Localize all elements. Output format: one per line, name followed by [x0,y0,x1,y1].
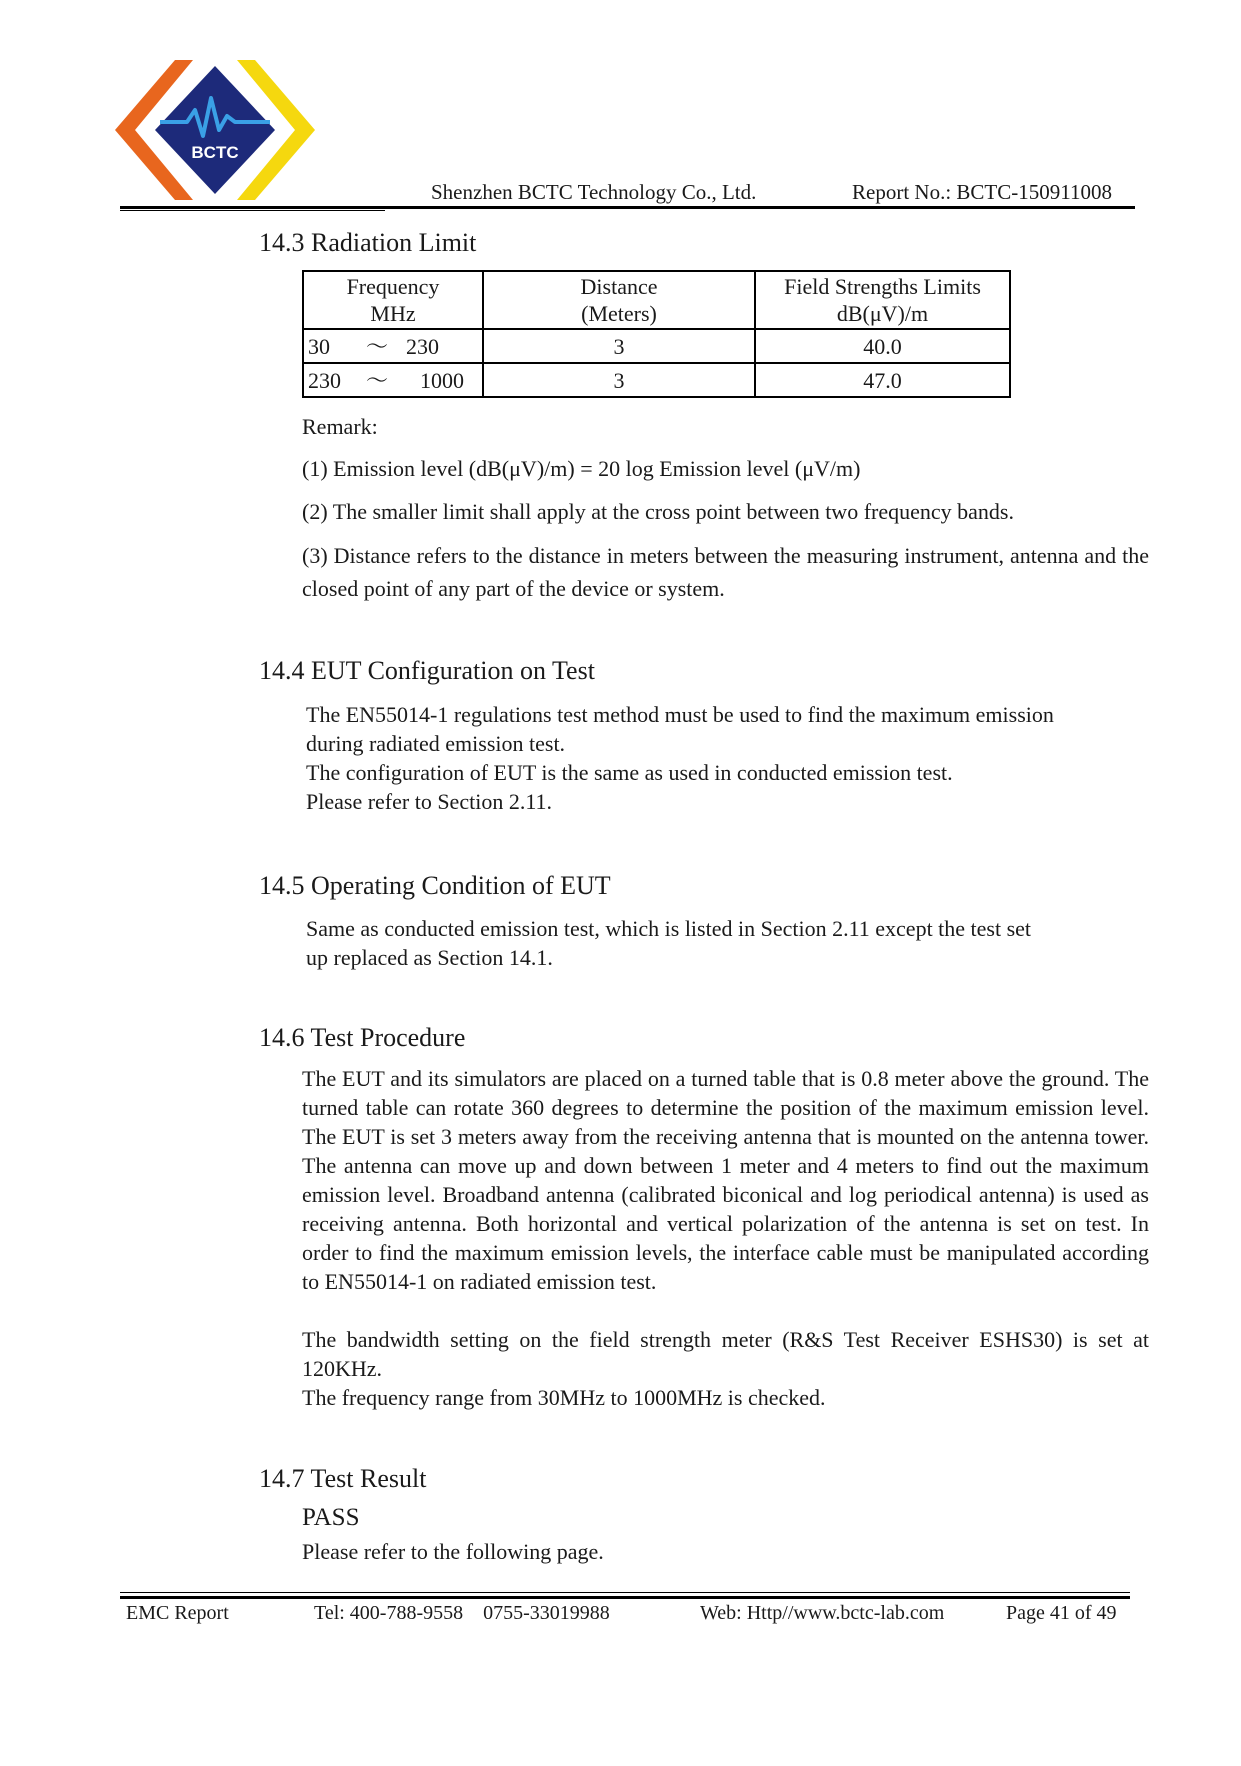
section-14-7-title: 14.7 Test Result [259,1464,427,1493]
procedure-paragraph-3: The frequency range from 30MHz to 1000MHz is checked. [302,1385,826,1410]
logo-text: BCTC [191,143,239,162]
report-number: Report No.: BCTC-150911008 [852,180,1112,204]
procedure-paragraph-2: The bandwidth setting on the field strength meter (R&S Test Receiver ESHS30) is set at 120KHz. [302,1327,1149,1381]
footer-report-type: EMC Report [126,1602,229,1624]
section-14-5-body: Same as conducted emission test, which is listed in Section 2.11 except the test set up replaced as Section 14.1. [306,916,1032,970]
footer-rule [120,1596,1130,1599]
remark-1: (1) Emission level (dB(μV)/m) = 20 log Emission level (μV/m) [302,456,861,481]
limit-cell: 47.0 [755,363,1010,397]
table-header-row [303,271,1010,329]
footer-page-number: Page 41 of 49 [1006,1602,1117,1624]
header-distance: Distance (Meters) [483,271,755,329]
frequency-cell: 30 ～ 230 [303,329,483,363]
section-14-5-title: 14.5 Operating Condition of EUT [259,871,611,900]
result-note: Please refer to the following page. [302,1539,604,1564]
remark-3: (3) Distance refers to the distance in meters between the measuring instrument, antenna and the closed point of any part of the device or system. [302,543,1149,601]
footer-web: Web: Http//www.bctc-lab.com [700,1602,945,1624]
procedure-paragraph-1: The EUT and its simulators are placed on a turned table that is 0.8 meter above the ground. The turned table can rotate 360 degrees to determine the position of the maximum emission level. The EUT is set 3 meters away from the receiving antenna that is mounted on the antenna tower. The antenna can move up and down between 1 meter and 4 meters to find out the maximum emission level. Broadband antenna (calibrated biconical and log periodical antenna) is used as receiving antenna. Both horizontal and vertical polarization of the antenna is set on test. In order to find the maximum emission levels, the interface cable must be manipulated according to EN55014-1 on radiated emission test. [302,1066,1149,1294]
test-result: PASS [302,1504,360,1531]
table-row [303,363,1010,397]
section-14-3-title: 14.3 Radiation Limit [259,228,477,257]
section-14-6-title: 14.6 Test Procedure [259,1023,466,1052]
header-rule-thin [120,210,385,211]
remark-2: (2) The smaller limit shall apply at the cross point between two frequency bands. [302,499,1014,524]
section-14-4-body: The EN55014-1 regulations test method must be used to find the maximum emission during radiated emission test. The configuration of EUT is the same as used in conducted emission test. Please refer to Section 2.11. [306,702,1054,814]
company-name: Shenzhen BCTC Technology Co., Ltd. [431,180,757,204]
bctc-logo [115,60,315,200]
distance-cell: 3 [483,363,755,397]
distance-cell: 3 [483,329,755,363]
header-frequency: Frequency MHz [303,271,483,329]
radiation-limit-table [302,270,1011,398]
frequency-cell: 230 ～ 1000 [303,363,483,397]
header-rule [120,206,1135,209]
table-row [303,329,1010,363]
footer-rule-thin [120,1592,1130,1593]
footer-tel: Tel: 400-788-9558 0755-33019988 [314,1602,610,1624]
header-limits: Field Strengths Limits dB(μV)/m [755,271,1010,329]
section-14-4-title: 14.4 EUT Configuration on Test [259,656,595,685]
limit-cell: 40.0 [755,329,1010,363]
remark-label: Remark: [302,414,378,439]
